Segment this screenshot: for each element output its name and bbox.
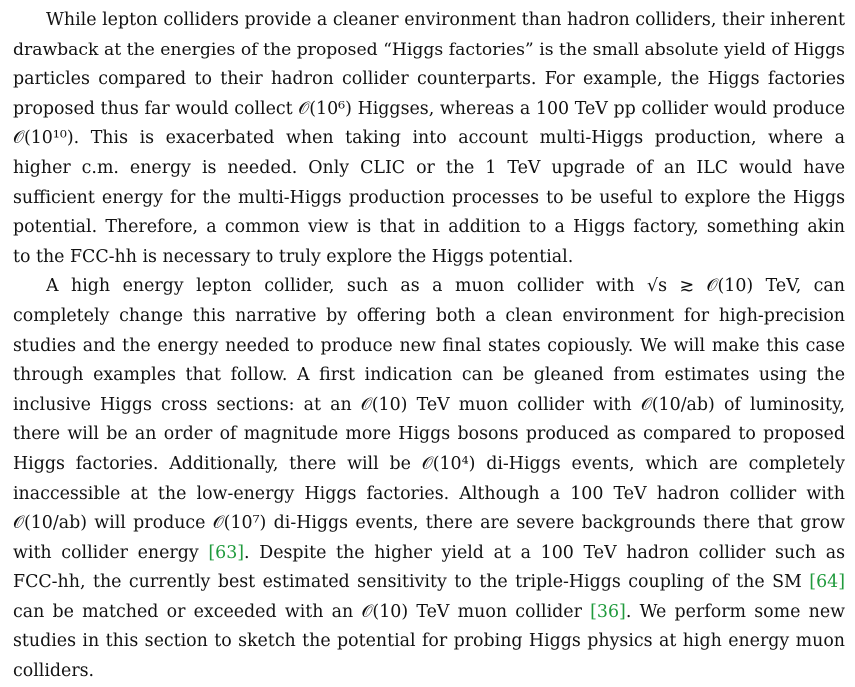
text-line: proposed thus far would collect 𝒪(10⁶) Higgses, whereas a 100 TeV pp collider would produce xyxy=(13,98,845,119)
text-run: can be matched or exceeded with an 𝒪(10) TeV muon collider xyxy=(13,601,591,622)
text-line: higher c.m. energy is needed. Only CLIC or the 1 TeV upgrade of an ILC would have xyxy=(13,157,845,178)
paragraph-1 xyxy=(13,6,845,272)
text-line: studies and the energy needed to produce new final states copiously. We will make this case xyxy=(13,335,845,356)
text-run: . Despite the higher yield at a 100 TeV hadron collider such as xyxy=(244,542,845,563)
text-run: FCC-hh, the currently best estimated sensitivity to the triple-Higgs coupling of the SM xyxy=(13,572,810,593)
text-line: drawback at the energies of the proposed “Higgs factories” is the small absolute yield of Higgs xyxy=(13,39,845,60)
text-line: to the FCC-hh is necessary to truly explore the Higgs potential. xyxy=(13,246,574,267)
text-line xyxy=(13,568,845,598)
text-line: sufficient energy for the multi-Higgs production processes to be useful to explore the Higgs xyxy=(13,187,845,208)
text-line xyxy=(13,539,845,569)
text-line: particles compared to their hadron collider counterparts. For example, the Higgs factories xyxy=(13,69,845,90)
text-line: inclusive Higgs cross sections: at an 𝒪(10) TeV muon collider with 𝒪(10/ab) of luminosity, xyxy=(13,394,845,415)
text-line: through examples that follow. A first indication can be gleaned from estimates using the xyxy=(13,365,845,386)
text-run: with collider energy xyxy=(13,542,209,563)
text-line: completely change this narrative by offering both a clean environment for high-precision xyxy=(13,305,845,326)
text-line: 𝒪(10¹⁰). This is exacerbated when taking into account multi-Higgs production, where a xyxy=(13,128,845,149)
text-line: colliders. xyxy=(13,661,95,682)
paragraph-2 xyxy=(13,272,845,686)
citation-link-36[interactable]: [36] xyxy=(590,601,626,622)
text-line: inaccessible at the low-energy Higgs factories. Although a 100 TeV hadron collider with xyxy=(13,483,845,504)
text-line xyxy=(13,598,845,628)
text-line: A high energy lepton collider, such as a muon collider with √s ≳ 𝒪(10) TeV, can xyxy=(46,276,845,297)
text-line: 𝒪(10/ab) will produce 𝒪(10⁷) di-Higgs events, there are severe backgrounds there that grow xyxy=(13,513,845,534)
text-line: potential. Therefore, a common view is that in addition to a Higgs factory, something akin xyxy=(13,217,845,238)
citation-link-63[interactable]: [63] xyxy=(208,542,245,563)
text-line: While lepton colliders provide a cleaner environment than hadron colliders, their inherent xyxy=(46,10,845,30)
citation-link-64[interactable]: [64] xyxy=(809,572,845,593)
text-line: Higgs factories. Additionally, there will be 𝒪(10⁴) di-Higgs events, which are completely xyxy=(13,453,845,474)
text-line: studies in this section to sketch the potential for probing Higgs physics at high energy muon xyxy=(13,631,845,652)
text-line: there will be an order of magnitude more Higgs bosons produced as compared to proposed xyxy=(13,424,845,445)
text-run: . We perform some new xyxy=(625,601,846,622)
